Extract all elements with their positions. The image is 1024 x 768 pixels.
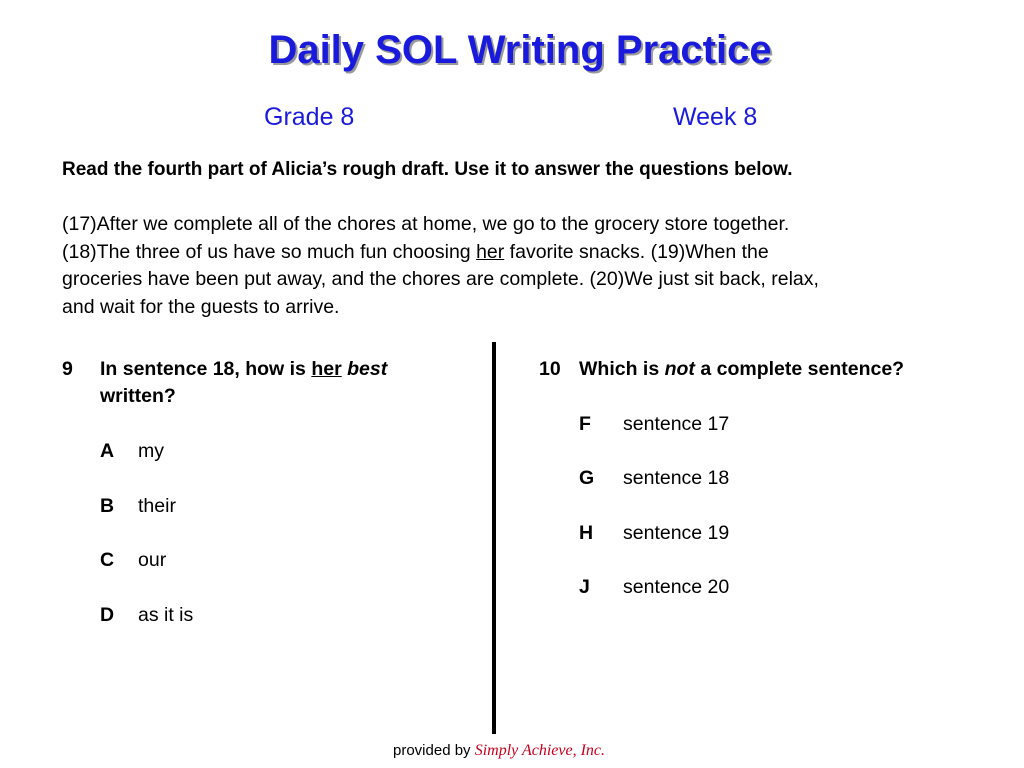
underlined-word: her	[311, 358, 342, 380]
choice-letter: D	[100, 604, 115, 626]
answer-choice[interactable]	[100, 547, 166, 574]
stem-text: written?	[100, 385, 176, 407]
column-divider	[492, 342, 496, 734]
grade-label: Grade 8	[264, 103, 355, 131]
choice-text: sentence 18	[623, 467, 730, 489]
choice-text: sentence 17	[623, 413, 730, 435]
choice-letter: H	[579, 522, 594, 544]
stem-text: In sentence 18, how is	[100, 358, 312, 380]
instructions-text: Read the fourth part of Alicia’s rough draft. Use it to answer the questions below.	[62, 159, 793, 180]
answer-choice[interactable]	[579, 411, 729, 438]
passage-text: (18)The three of us have so much fun choosing	[62, 240, 477, 263]
question-10-stem	[579, 356, 904, 383]
choice-letter: B	[100, 495, 115, 517]
choice-letter: J	[579, 576, 590, 598]
italic-word: not	[664, 358, 695, 380]
question-9-stem	[100, 356, 480, 410]
footer-credit	[393, 741, 605, 761]
choice-text: as it is	[138, 604, 194, 626]
footer-prefix: provided by	[393, 742, 475, 759]
choice-text: sentence 19	[623, 522, 730, 544]
week-label: Week 8	[673, 103, 758, 131]
rough-draft-passage	[62, 211, 962, 321]
answer-choice[interactable]	[579, 465, 729, 492]
answer-choice[interactable]	[579, 574, 729, 601]
question-9-number: 9	[62, 358, 73, 380]
passage-line: and wait for the guests to arrive.	[62, 295, 340, 318]
passage-text: favorite snacks. (19)When the	[504, 240, 769, 263]
choice-text: sentence 20	[623, 576, 730, 598]
answer-choice[interactable]	[100, 438, 164, 465]
answer-choice[interactable]	[579, 520, 729, 547]
choice-letter: G	[579, 467, 595, 489]
passage-line	[62, 239, 962, 267]
choice-text: my	[138, 440, 164, 462]
answer-choice[interactable]	[100, 602, 193, 629]
brand-name: Simply Achieve, Inc.	[474, 742, 606, 759]
choice-text: our	[138, 549, 167, 571]
choice-letter: F	[579, 413, 591, 435]
answer-choice[interactable]	[100, 493, 176, 520]
page-title: Daily SOL Writing Practice	[268, 28, 772, 72]
underlined-word: her	[476, 240, 505, 263]
passage-line: groceries have been put away, and the chores are complete. (20)We just sit back, relax,	[62, 268, 819, 290]
stem-text: a complete sentence?	[694, 358, 905, 380]
choice-letter: A	[100, 440, 115, 462]
choice-text: their	[138, 495, 176, 517]
passage-line: (17)After we complete all of the chores at home, we go to the grocery store together.	[62, 213, 790, 235]
stem-text: Which is	[579, 358, 665, 380]
question-10-number: 10	[539, 358, 561, 380]
choice-letter: C	[100, 549, 115, 571]
italic-word: best	[347, 358, 388, 380]
